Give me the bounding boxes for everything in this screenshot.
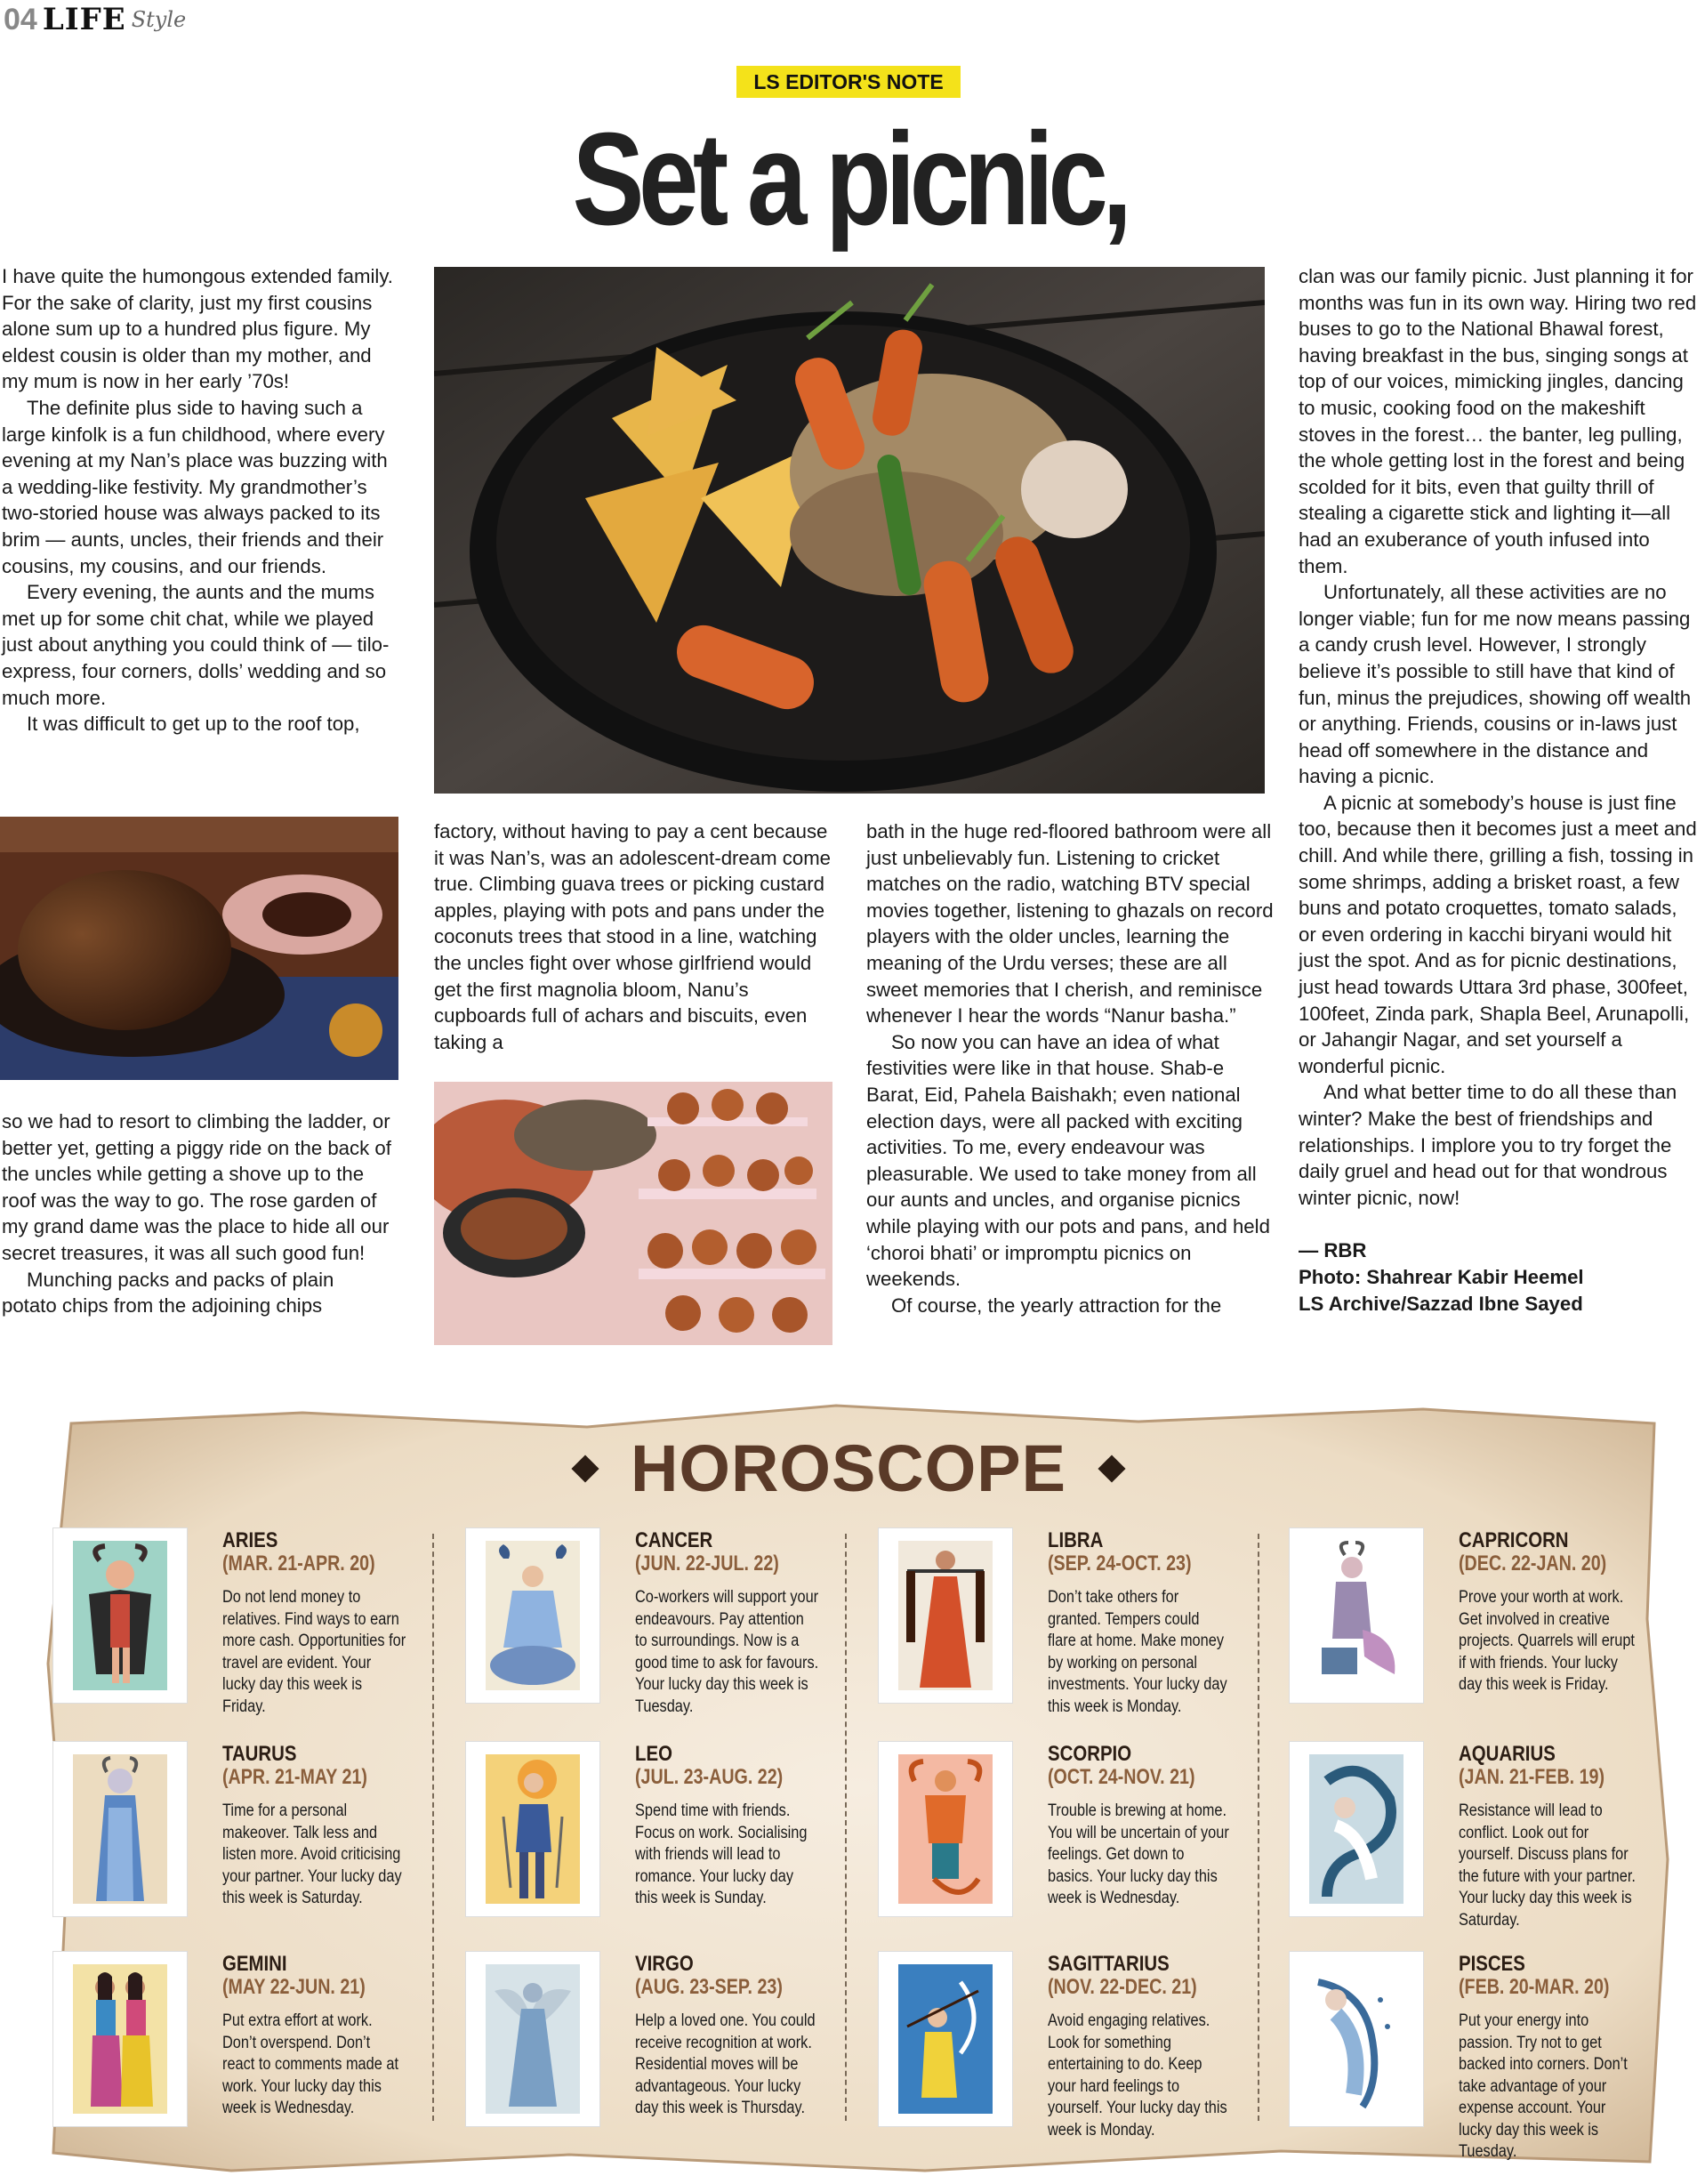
sign-card xyxy=(53,1528,187,1703)
sign-name: AQUARIUS xyxy=(1459,1742,1556,1766)
sign-dates: (MAR. 21-APR. 20) xyxy=(222,1551,375,1576)
paragraph: A picnic at somebody’s house is just fine too, because then it becomes just a meet and chill. And while there, grilling a fish, tossing in some shrimps, adding a brisket roast, a few buns and potato croquettes, tomato salads, or even ordering in kacchi biryani would hit just the spot. And as for picnic destinations, just head towards Uttara 3rd phase, 300feet, 100feet, Zinda park, Shapla Beel, Arunapolli, or Jahangir Nagar, and set yourself a wonderful picnic. xyxy=(1299,791,1697,1077)
sign-dates: (SEP. 24-OCT. 23) xyxy=(1048,1551,1192,1576)
sign-text: Help a loved one. You could receive recognition at work. Residential moves will be advantageous. Your lucky day this week is Thursday. xyxy=(635,2011,816,2117)
sagittarius-illustration xyxy=(898,1964,993,2114)
sign-dates: (FEB. 20-MAR. 20) xyxy=(1459,1975,1610,1999)
sign-name: CAPRICORN xyxy=(1459,1528,1569,1552)
sign-text: Avoid engaging relatives. Look for something entertaining to do. Keep your hard feelings to yourself. Your lucky day this week is Monday. xyxy=(1048,2011,1227,2140)
byline xyxy=(1299,1237,1697,1317)
pisces-illustration xyxy=(1309,1964,1403,2114)
diamond-icon xyxy=(571,1455,599,1482)
article-column-1-top xyxy=(2,263,393,737)
sign-dates: (JUN. 22-JUL. 22) xyxy=(635,1551,779,1576)
sign-virgo xyxy=(466,1952,857,2156)
sign-text: Put extra effort at work. Don’t overspend. Don’t react to comments made at work. Your lucky day this week is Wednesday. xyxy=(222,2011,398,2117)
sign-card xyxy=(1290,1742,1423,1916)
cancer-illustration xyxy=(486,1541,580,1690)
sign-text: Co-workers will support your endeavours. Pay attention to surroundings. Now is a good time to ask for favours. Your lucky day this week is Tuesday. xyxy=(635,1588,819,1716)
paragraph: bath in the huge red-floored bathroom were all just unbelievably fun. Listening to cricket matches on the radio, watching BTV special movies together, listening to ghazals on record players with the older uncles, learning the meaning of the Urdu verses; these are all sweet memories that I cherish, and reminisce whenever I hear the words “Nanur basha.” xyxy=(866,820,1274,1028)
sign-aquarius xyxy=(1290,1742,1681,1946)
horoscope-title: HOROSCOPE xyxy=(630,1431,1067,1505)
sign-text: Spend time with friends. Focus on work. Socialising with friends will lead to romance. Your lucky day this week is Sunday. xyxy=(635,1801,808,1907)
paragraph: It was difficult to get up to the roof top, xyxy=(27,713,360,736)
paragraph: And what better time to do all these than winter? Make the best of friendships and relationships. I implore you to try forget the daily gruel and head out for that wondrous winter picnic, now! xyxy=(1299,1081,1677,1209)
leo-illustration xyxy=(486,1754,580,1904)
sign-dates: (JUL. 23-AUG. 22) xyxy=(635,1765,784,1789)
sign-text: Put your energy into passion. Try not to get backed into corners. Don’t take advantage of your expense account. Your lucky day this week is Tuesday. xyxy=(1459,2011,1628,2161)
sign-taurus xyxy=(53,1742,445,1946)
sign-text: Prove your worth at work. Get involved in creative projects. Quarrels will erupt if with friends. Your lucky day this week is Friday. xyxy=(1459,1588,1635,1694)
capricorn-illustration xyxy=(1309,1541,1403,1690)
sign-card xyxy=(466,1952,599,2126)
scorpio-illustration xyxy=(898,1754,993,1904)
sign-dates: (NOV. 22-DEC. 21) xyxy=(1048,1975,1197,1999)
paragraph: I have quite the humongous extended family. For the sake of clarity, just my first cousins alone sum up to a hundred plus figure. My eldest cousin is older than my mother, and my mum is now in her early ’70s! xyxy=(2,265,393,393)
paragraph: Every evening, the aunts and the mums met up for some chit chat, while we played just about anything you could think of — tilo-express, four corners, dolls’ wedding and so much more. xyxy=(2,581,390,709)
article-column-2 xyxy=(434,818,840,1055)
sign-gemini xyxy=(53,1952,445,2156)
aquarius-illustration xyxy=(1309,1754,1403,1904)
sign-capricorn xyxy=(1290,1528,1681,1733)
sign-dates: (JAN. 21-FEB. 19) xyxy=(1459,1765,1605,1789)
article-column-4 xyxy=(1299,263,1697,1317)
sign-name: GEMINI xyxy=(222,1952,287,1976)
paragraph: Of course, the yearly attraction for the xyxy=(891,1293,1222,1317)
sign-dates: (DEC. 22-JAN. 20) xyxy=(1459,1551,1607,1576)
masthead-style: Style xyxy=(131,7,187,32)
sign-card xyxy=(879,1528,1012,1703)
main-picnic-photo xyxy=(434,267,1265,794)
diamond-icon xyxy=(1098,1455,1125,1482)
sign-dates: (APR. 21-MAY 21) xyxy=(222,1765,367,1789)
sign-text: Resistance will lead to conflict. Look out for yourself. Discuss plans for the future with your partner. Your lucky day this week is Saturday. xyxy=(1459,1801,1636,1930)
byline-photo-credit: Photo: Shahrear Kabir Heemel xyxy=(1299,1265,1584,1288)
roast-photo xyxy=(0,817,398,1080)
sign-cancer xyxy=(466,1528,857,1733)
libra-illustration xyxy=(898,1541,993,1690)
page-number: 04 xyxy=(4,2,37,36)
section-tag: LS EDITOR'S NOTE xyxy=(736,66,961,98)
paragraph: Unfortunately, all these activities are no longer viable; fun for me now means passing a candy crush level. However, I strongly believe it’s possible to still have that kind of fun, minus the prejudices, showing off wealth or anything. Friends, cousins or in-laws just head off somewhere in the distance and having a picnic. xyxy=(1299,581,1692,788)
sign-name: LIBRA xyxy=(1048,1528,1104,1552)
sign-dates: (MAY 22-JUN. 21) xyxy=(222,1975,366,1999)
sign-name: ARIES xyxy=(222,1528,278,1552)
sign-text: Do not lend money to relatives. Find ways to earn more cash. Opportunities for travel are evident. Your lucky day this week is Friday. xyxy=(222,1588,406,1716)
headline: Set a picnic, xyxy=(572,106,1127,253)
sign-name: TAURUS xyxy=(222,1742,297,1766)
paragraph: The definite plus side to having such a large kinfolk is a fun childhood, where every evening at my Nan’s place was buzzing with a wedding-like festivity. My grandmother’s two-storied house was always packed to its brim — aunts, uncles, their friends and their cousins, my cousins, and our friends. xyxy=(2,396,388,577)
sign-card xyxy=(879,1742,1012,1916)
sign-scorpio xyxy=(879,1742,1270,1946)
sign-name: VIRGO xyxy=(635,1952,694,1976)
sign-card xyxy=(879,1952,1012,2126)
gemini-illustration xyxy=(73,1964,167,2114)
paragraph: Munching packs and packs of plain potato chips from the adjoining chips xyxy=(2,1268,334,1318)
aries-illustration xyxy=(73,1541,167,1690)
sign-card xyxy=(1290,1528,1423,1703)
sign-text: Time for a personal makeover. Talk less and listen more. Avoid criticising your partner. Your lucky day this week is Saturday. xyxy=(222,1801,402,1907)
croquettes-photo xyxy=(434,1082,832,1345)
paragraph: So now you can have an idea of what festivities were like in that house. Shab-e Barat, Eid, Pahela Baishakh; even national election days, were all packed with exciting activities. To me, every endeavour was pleasurable. We used to take money from all our aunts and uncles, and organise picnics while playing with our pots and pans, and held ‘choroi bhati’ or impromptu picnics on weekends. xyxy=(866,1030,1270,1291)
masthead xyxy=(4,2,186,37)
sign-name: PISCES xyxy=(1459,1952,1525,1976)
sign-card xyxy=(466,1742,599,1916)
taurus-illustration xyxy=(73,1754,167,1904)
virgo-illustration xyxy=(486,1964,580,2114)
sign-card xyxy=(1290,1952,1423,2126)
byline-archive-credit: LS Archive/Sazzad Ibne Sayed xyxy=(1299,1292,1583,1315)
sign-libra xyxy=(879,1528,1270,1733)
sign-name: LEO xyxy=(635,1742,672,1766)
byline-author: — RBR xyxy=(1299,1239,1367,1262)
horoscope-title-bar xyxy=(0,1430,1697,1506)
sign-text: Don’t take others for granted. Tempers could flare at home. Make money by working on personal investments. Your lucky day this week is Monday. xyxy=(1048,1588,1227,1716)
sign-dates: (OCT. 24-NOV. 21) xyxy=(1048,1765,1195,1789)
sign-card xyxy=(53,1952,187,2126)
article-column-1-bottom xyxy=(2,1108,393,1319)
sign-pisces xyxy=(1290,1952,1681,2161)
sign-card xyxy=(53,1742,187,1916)
sign-sagittarius xyxy=(879,1952,1270,2156)
sign-dates: (AUG. 23-SEP. 23) xyxy=(635,1975,783,1999)
sign-name: CANCER xyxy=(635,1528,713,1552)
masthead-logo: LIFE xyxy=(42,2,126,37)
sign-card xyxy=(466,1528,599,1703)
sign-leo xyxy=(466,1742,857,1946)
sign-name: SCORPIO xyxy=(1048,1742,1132,1766)
paragraph: so we had to resort to climbing the ladder, or better yet, getting a piggy ride on the back of the uncles while getting a shove up to the roof was the way to go. The rose garden of my grand dame was the place to hide all our secret treasures, it was all such good fun! xyxy=(2,1110,391,1264)
paragraph: factory, without having to pay a cent because it was Nan’s, was an adolescent-dream come true. Climbing guava trees or picking custard apples, playing with pots and pans under the coconuts trees that stood in a line, watching the uncles fight over whose girlfriend would get the first magnolia bloom, Nanu’s cupboards full of achars and biscuits, even taking a xyxy=(434,820,832,1053)
sign-aries xyxy=(53,1528,445,1733)
article-column-3 xyxy=(866,818,1277,1318)
sign-name: SAGITTARIUS xyxy=(1048,1952,1170,1976)
paragraph: clan was our family picnic. Just planning it for months was fun in its own way. Hiring two red buses to go to the National Bhawal forest, having breakfast in the bus, singing songs at top of our voices, mimicking jingles, dancing to music, cooking food on the makeshift stoves in the forest… the banter, leg pulling, the whole getting lost in the forest and being scolded for it bits, even that guilty thrill of stealing a cigarette stick and lighting it—all had an exuberance of youth infused into them. xyxy=(1299,265,1697,577)
sign-text: Trouble is brewing at home. You will be uncertain of your feelings. Get down to basics. Your lucky day this week is Wednesday. xyxy=(1048,1801,1229,1907)
